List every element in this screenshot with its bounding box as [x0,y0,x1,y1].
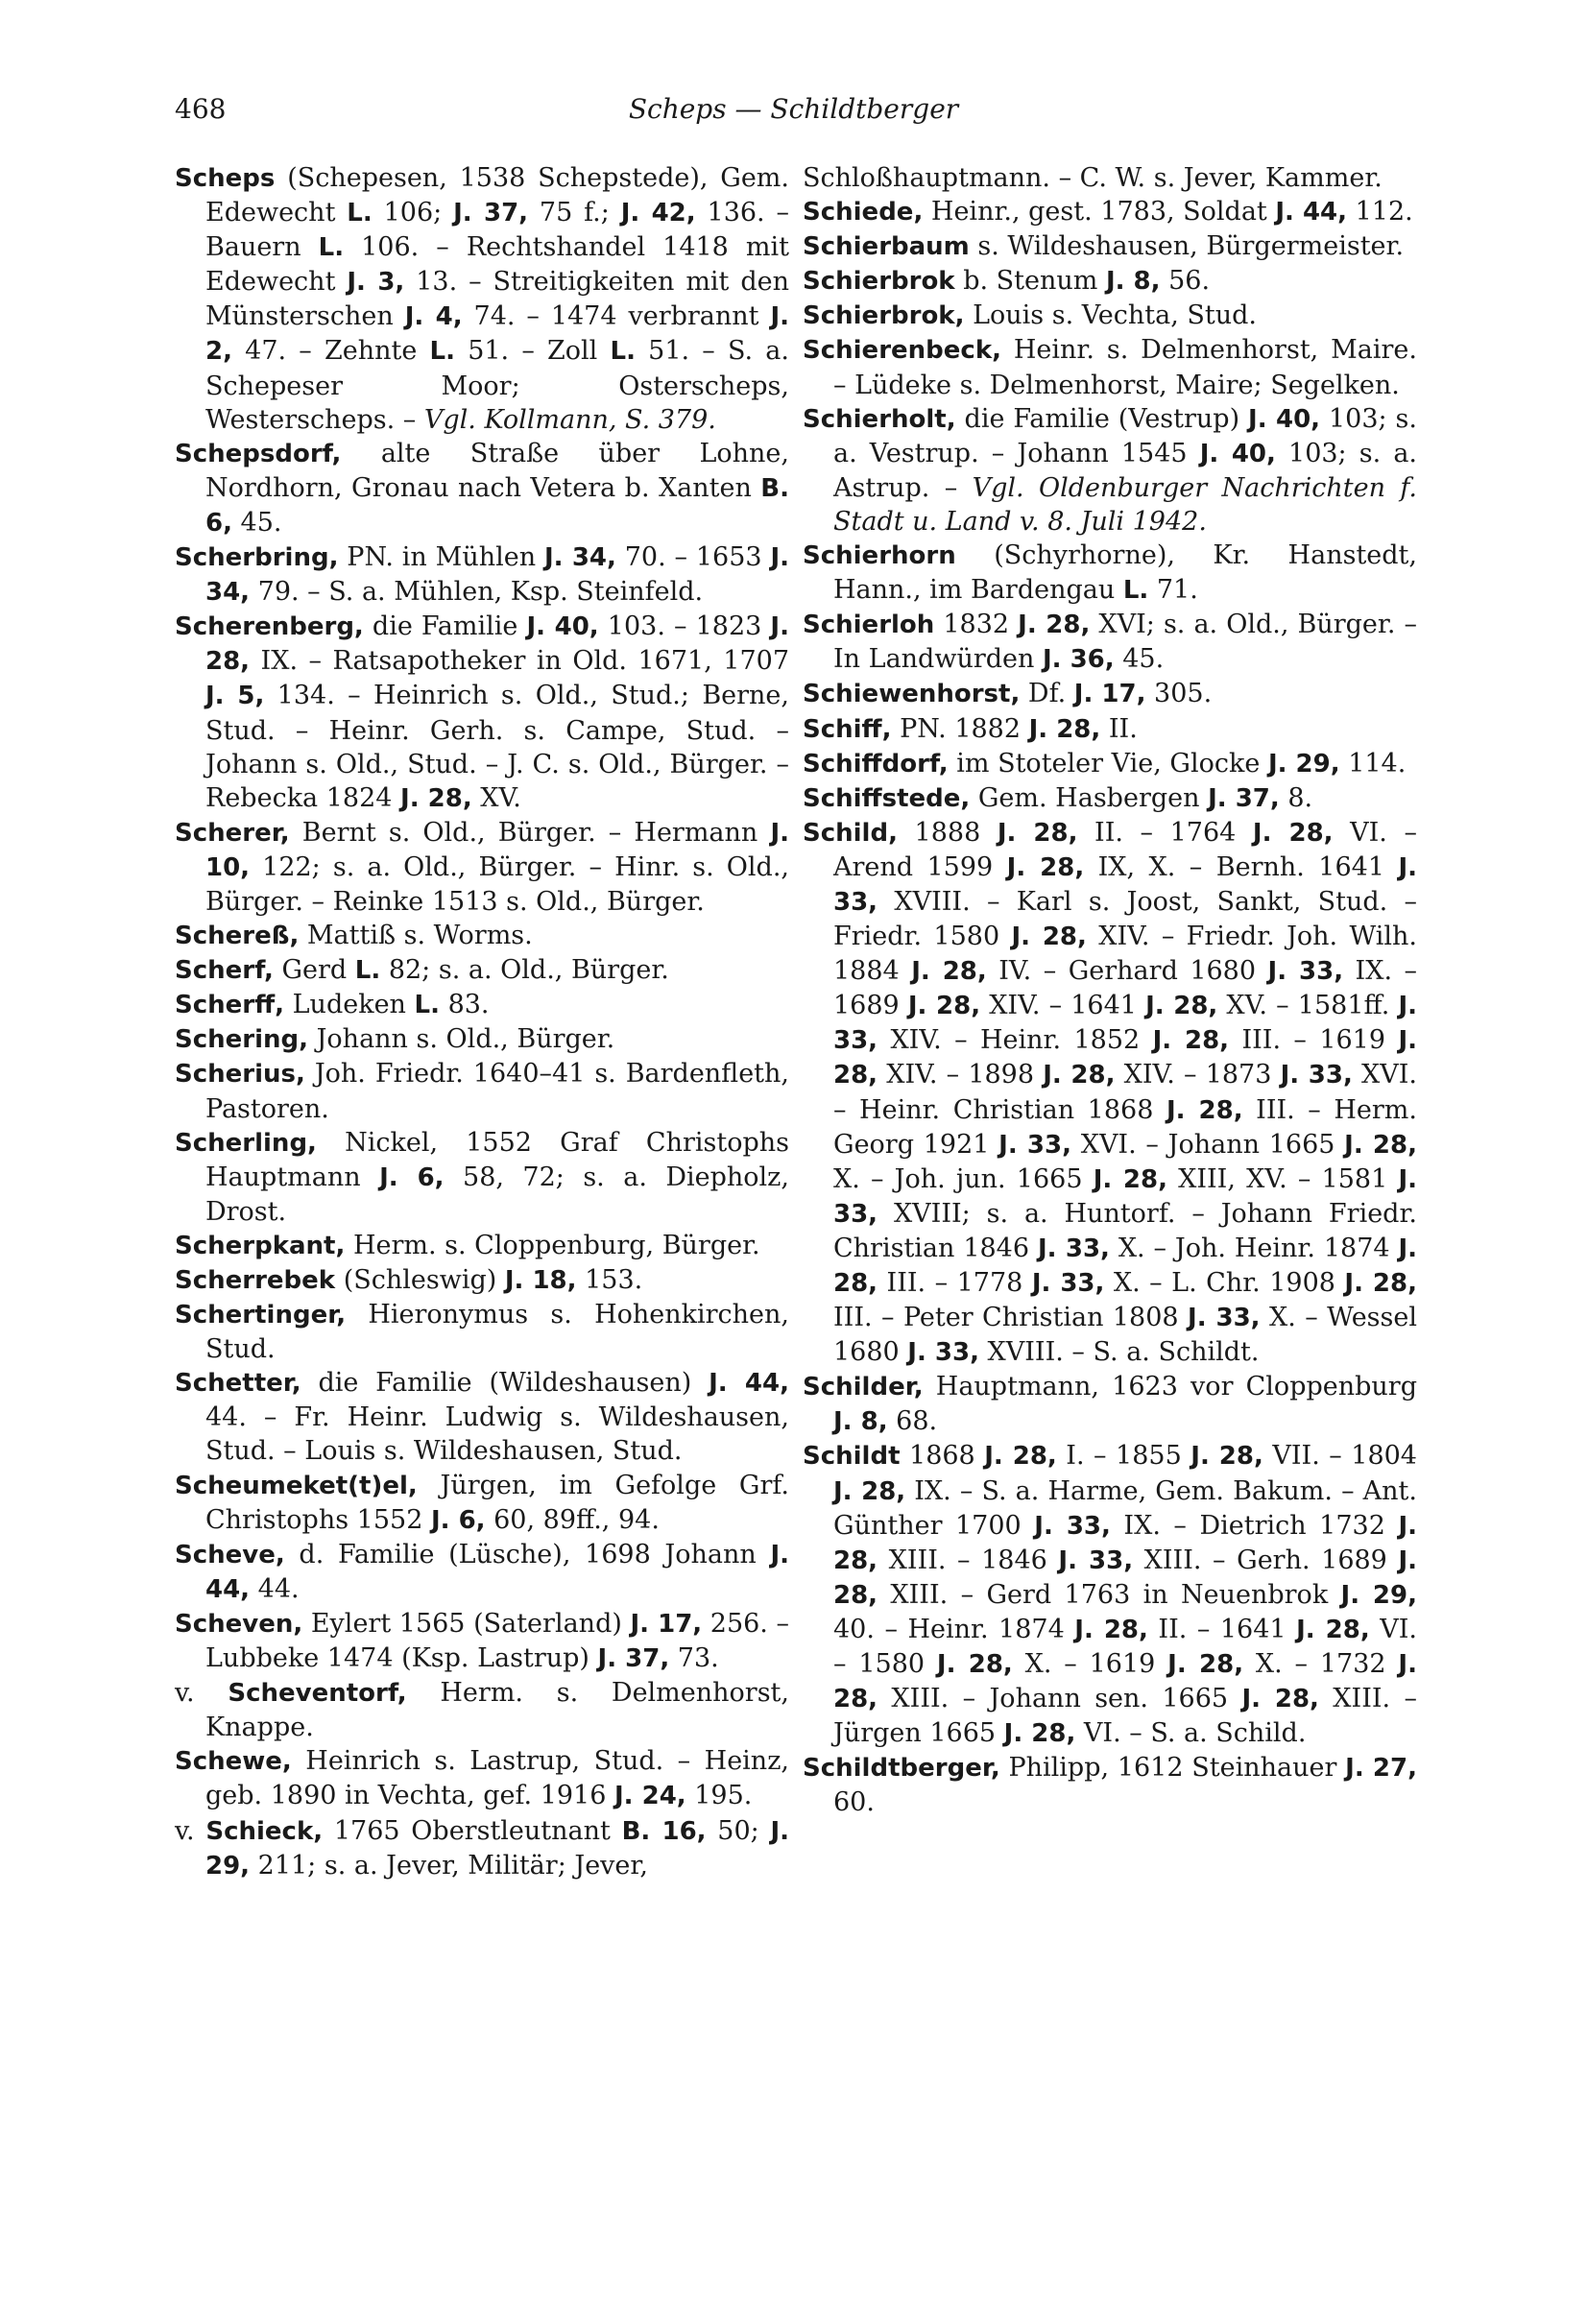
entry-text: VI. – 1580 [833,1614,1417,1680]
index-entry [175,1022,789,1057]
entry-bold-text: J. 28, [1166,1095,1243,1125]
entry-text: 103; s. a. Vestrup. – Johann 1545 [833,403,1417,468]
entry-text: 45. [231,507,282,538]
entry-text: die Familie (Vestrup) [955,403,1249,434]
entry-text: Johann s. Old., Bürger. [308,1024,615,1055]
entry-text: IX. – 1689 [833,956,1417,1021]
entry-text: 1765 Oberstleutnant [323,1815,622,1846]
entry-text: Heinr. s. Delmenhorst, Maire. – Lüdeke s. Delmenhorst, Maire; Segelken. [833,335,1417,400]
entry-text: alte Straße über Lohne, Nordhorn, Gronau nach Vetera b. Xanten [205,438,789,503]
index-entry [175,1298,789,1366]
entry-text: Hieronymus s. Hohenkirchen, Stud. [205,1300,789,1365]
entry-text: XIII. – Gerh. 1689 [1133,1545,1399,1575]
entry-text: b. Stenum [954,266,1106,297]
index-entry [803,608,1417,677]
entry-bold-text: J. 33, [1267,957,1344,987]
index-entry [803,677,1417,711]
entry-text: 44. – Fr. Heinr. Ludwig s. Wildeshausen, Stud. – Louis s. Wildeshausen, Stud. [205,1402,789,1467]
entry-text: XIII, XV. – 1581 [1166,1163,1399,1194]
entry-text: XV. [471,782,521,813]
entry-bold-text: J. 17, [1073,680,1146,709]
entry-bold-text: J. 33, [1037,1234,1110,1263]
entry-text: 40. – Heinr. 1874 [833,1614,1075,1644]
entry-bold-text: Schildt [803,1442,901,1472]
entry-text: X. – L. Chr. 1908 [1104,1268,1345,1298]
entry-bold-text: J. 44, [205,1540,789,1604]
entry-bold-text: J. 28, [997,818,1078,848]
entry-text: (Schepesen, 1538 Schepstede), Gem. Edewecht [205,163,789,228]
entry-text: II. – 1641 [1147,1614,1297,1644]
entry-text: 51. – Zoll [455,336,611,367]
entry-bold-text: J. 40, [1199,439,1276,468]
entry-text: 71. [1148,575,1198,606]
index-entry [175,1676,789,1744]
entry-text: 50; [706,1815,771,1846]
entry-bold-text: Schiffstede, [803,783,971,813]
entry-text: XIII. – Johann sen. 1665 [878,1684,1242,1714]
entry-bold-text: J. 28, [1241,1685,1319,1714]
entry-bold-text: J. 33, [1031,1269,1105,1298]
entry-bold-text: J. 33, [907,1338,979,1368]
index-entry [803,161,1417,195]
entry-text: Eylert 1565 (Saterland) [302,1608,631,1639]
index-entry [175,540,789,610]
entry-text: IX, X. – Bernh. 1641 [1084,851,1399,882]
entry-text: Ludeken [284,990,415,1020]
index-entry [803,229,1417,264]
entry-text: im Stoteler Vie, Glocke [948,748,1268,779]
index-entry [175,1814,789,1883]
index-entry [175,953,789,988]
entry-bold-text: L. [354,956,381,986]
entry-bold-text: J. 33, [1280,1061,1353,1090]
entry-bold-text: J. 28, [984,1442,1057,1472]
entry-text: 153. [576,1265,643,1295]
entry-text: 58, 72; s. a. Diepholz, Drost. [205,1162,789,1227]
entry-bold-text: L. [610,337,636,367]
entry-text: (Schyrhorne), Kr. Hanstedt, Hann., im Bardengau [833,540,1417,606]
entry-text: XIII. – Gerd 1763 in Neuenbrok [878,1579,1341,1610]
entry-text: PN. 1882 [891,713,1029,744]
index-entry [175,1469,789,1538]
entry-bold-text: J. 37, [453,199,529,228]
entry-bold-text: J. 28, [911,957,987,987]
entry-text: 51. – S. a. Schepeser Moor; Osterscheps, Westerscheps. – [205,336,789,435]
entry-bold-text: Scherenberg, [175,612,364,642]
entry-text: Hauptmann, 1623 vor Cloppenburg [923,1372,1417,1402]
entry-text: XVIII. – S. a. Schildt. [978,1337,1260,1368]
entry-text: 256. – Lubbeke 1474 (Ksp. Lastrup) [205,1608,789,1674]
entry-text: XV. – 1581ff. [1217,991,1399,1021]
entry-bold-text: J. 44, [1275,198,1348,228]
entry-bold-text: J. 3, [347,268,405,298]
entry-bold-text: J. 34, [205,543,789,608]
index-column-left [175,161,789,1883]
entry-bold-text: J. 28, [1344,1269,1417,1298]
entry-bold-text: Schierholt, [803,404,956,434]
entry-text: 195. [685,1781,753,1811]
entry-bold-text: J. 28, [1003,1719,1076,1749]
entry-bold-text: J. 33, [998,1130,1071,1160]
entry-bold-text: J. 28, [1344,1130,1417,1160]
entry-text: 60, 89ff., 94. [485,1504,660,1535]
entry-bold-text: J. 28, [400,783,472,813]
entry-text: Schloßhauptmann. – C. W. s. Jever, Kammer. [803,163,1383,193]
entry-text: X. – 1732 [1243,1649,1399,1680]
entry-bold-text: J. 28, [1043,1061,1116,1090]
entry-bold-text: J. 28, [205,612,789,677]
entry-bold-text: J. 4, [404,302,463,332]
entry-text: XIII. – Jürgen 1665 [833,1684,1417,1749]
entry-text: v. [175,1678,228,1709]
index-entry [175,1538,789,1607]
index-entry [175,1126,789,1229]
entry-bold-text: J. 28, [1011,922,1087,952]
index-entry [803,264,1417,299]
entry-bold-text: Scheventorf, [228,1679,407,1709]
entry-bold-text: J. 28, [1145,992,1218,1021]
index-entry [803,299,1417,333]
index-entry [803,1751,1417,1819]
index-entry [803,195,1417,229]
entry-text: Heinrich s. Lastrup, Stud. – Heinz, geb. 1890 in Vechta, gef. 1916 [205,1746,789,1811]
index-entry [803,781,1417,816]
entry-text: Mattiß s. Worms. [299,921,533,951]
entry-bold-text: J. 40, [526,612,599,642]
entry-text: s. Wildeshausen, Bürgermeister. [969,231,1405,262]
entry-bold-text: J. 5, [205,682,265,711]
entry-bold-text: J. 36, [1042,645,1115,675]
entry-bold-text: J. 44, [709,1369,789,1399]
entry-text: Gem. Hasbergen [970,782,1209,813]
entry-text: Df. [1020,679,1074,709]
entry-text: 1868 [900,1441,985,1472]
entry-bold-text: B. 16, [621,1816,707,1846]
entry-bold-text: J. 28, [1152,1026,1230,1056]
entry-text: 13. – Streitigkeiten mit den Münsterschen [205,267,789,332]
entry-bold-text: Schiff, [803,714,892,744]
entry-text: X. – Joh. Heinr. 1874 [1109,1233,1399,1263]
entry-text: 83. [439,990,490,1020]
entry-text: 60. [833,1787,875,1818]
entry-bold-text: Schierloh [803,611,935,640]
index-entry [175,161,789,437]
entry-bold-text: L. [1122,576,1149,606]
entry-bold-text: Schepsdorf, [175,439,342,468]
entry-text: Philipp, 1612 Steinhauer [999,1753,1346,1784]
entry-italic-text: Vgl. Oldenburger Nachrichten f. Stadt u. Land v. 8. Juli 1942. [833,472,1417,537]
index-entry [175,1229,789,1263]
entry-text: XIV. – 1641 [980,991,1146,1021]
entry-text: XVI. – Heinr. Christian 1868 [833,1060,1417,1125]
entry-text: II. [1100,713,1138,744]
entry-bold-text: J. 6, [430,1505,486,1535]
entry-bold-text: Scherff, [175,991,285,1020]
entry-text: 75 f.; [528,198,621,228]
entry-italic-text: Vgl. Kollmann, S. 379. [423,404,716,435]
entry-bold-text: J. 42, [620,199,696,228]
entry-text: Nickel, 1552 Graf Christophs Hauptmann [205,1127,789,1192]
entry-bold-text: L. [318,233,345,263]
entry-bold-text: J. 28, [1018,611,1091,640]
entry-bold-text: J. 33, [833,1164,1417,1229]
entry-bold-text: J. 24, [614,1782,686,1811]
entry-text: IV. – Gerhard 1680 [986,956,1268,987]
entry-text: X. – 1619 [1012,1649,1168,1680]
entry-text: IX. – Ratsapotheker in Old. 1671, 1707 [250,646,789,677]
entry-bold-text: J. 28, [1190,1442,1263,1472]
entry-bold-text: Schetter, [175,1369,301,1399]
entry-text: 211; s. a. Jever, Militär; Jever, [250,1850,648,1881]
entry-text: XIII. – 1846 [878,1545,1059,1575]
entry-text: (Schleswig) [335,1265,505,1295]
entry-bold-text: L. [429,337,455,367]
entry-text: die Familie (Wildeshausen) [301,1368,709,1399]
entry-text: VI. – Arend 1599 [833,817,1417,882]
entry-bold-text: Scherer, [175,818,290,848]
entry-text: die Familie [363,611,527,642]
entry-bold-text: J. 28, [833,1511,1417,1575]
entry-text: III. – 1778 [878,1268,1032,1298]
entry-text: 106. – Rechtshandel 1418 mit Edewecht [205,232,789,298]
entry-text: PN. in Mühlen [338,542,544,573]
entry-bold-text: J. 40, [1248,404,1321,434]
index-entry [803,1370,1417,1439]
index-entry [803,747,1417,781]
entry-text: 112. [1347,197,1413,228]
entry-text: 103; s. a. Astrup. – [833,438,1418,503]
index-entry [175,1366,789,1468]
index-entry [175,816,789,919]
entry-bold-text: J. 37, [1208,783,1280,813]
entry-text: 68. [887,1406,938,1437]
entry-bold-text: J. 28, [1167,1650,1244,1680]
entry-text: Herm. s. Cloppenburg, Bürger. [345,1230,760,1260]
entry-bold-text: Schierenbeck, [803,336,1001,366]
index-entry [175,988,789,1022]
index-column-right [803,161,1417,1820]
entry-bold-text: J. 33, [1034,1511,1111,1541]
entry-bold-text: Schieck, [205,1816,324,1846]
entry-bold-text: B. 6, [205,473,789,538]
entry-text: 1832 [934,610,1019,640]
entry-text: 134. – Heinrich s. Old., Stud.; Berne, Stud. – Heinr. Gerh. s. Campe, Stud. – Johann s. Old., Stud. – J. C. s. Old., Bürger. – Rebecka 1824 [205,681,789,813]
index-entry [175,1744,789,1813]
entry-bold-text: Scheps [175,164,276,193]
index-entry [803,402,1417,539]
entry-text: VI. – S. a. Schild. [1075,1718,1307,1749]
index-entry [175,437,789,540]
entry-text: XVI; s. a. Old., Bürger. – In Landwürden [833,610,1417,675]
entry-bold-text: Schewe, [175,1747,292,1777]
entry-bold-text: J. 33, [1188,1304,1261,1333]
entry-bold-text: Scheve, [175,1540,285,1569]
entry-text: 114. [1339,748,1407,779]
entry-bold-text: Scherf, [175,956,274,986]
entry-text: 74. – 1474 verbrannt [462,301,771,332]
entry-bold-text: J. 28, [1252,818,1334,848]
entry-text: Heinr., gest. 1783, Soldat [923,197,1276,228]
entry-text: I. – 1855 [1056,1441,1191,1472]
entry-bold-text: J. 2, [205,302,789,367]
entry-bold-text: Schildtberger, [803,1754,1000,1784]
entry-bold-text: Schering, [175,1025,309,1055]
entry-bold-text: Schierbaum [803,232,970,262]
entry-text: IX. – S. a. Harme, Gem. Bakum. – Ant. Günther 1700 [833,1475,1417,1541]
entry-bold-text: Scherius, [175,1060,305,1090]
entry-text: 70. – 1653 [615,542,771,573]
entry-bold-text: J. 33, [1058,1545,1134,1575]
entry-bold-text: J. 8, [833,1407,888,1437]
index-entry [175,1607,789,1676]
entry-text: Louis s. Vechta, Stud. [964,300,1257,331]
entry-text: Bernt s. Old., Bürger. – Hermann [289,817,771,848]
entry-bold-text: Schierhorn [803,541,956,571]
entry-text: III. – 1619 [1229,1025,1399,1056]
entry-bold-text: J. 6, [379,1162,445,1192]
entry-text: 82; s. a. Old., Bürger. [380,955,669,986]
entry-bold-text: Schierbrok, [803,301,965,331]
entry-text: Joh. Friedr. 1640–41 s. Bardenfleth, Pastoren. [205,1059,789,1124]
entry-bold-text: Schiffdorf, [803,749,949,779]
entry-bold-text: J. 18, [504,1266,577,1295]
entry-bold-text: J. 28, [1028,714,1101,744]
entry-text: 8. [1279,782,1313,813]
entry-text: 122; s. a. Old., Bürger. – Hinr. s. Old., Bürger. – Reinke 1513 s. Old., Bürger. [205,851,789,917]
index-entry [175,1057,789,1125]
entry-bold-text: Scherrebek [175,1266,336,1295]
entry-text: v. [175,1815,206,1846]
entry-bold-text: J. 17, [630,1609,703,1639]
entry-text: 44. [250,1573,300,1604]
entry-text: 305. [1145,679,1213,709]
entry-bold-text: J. 29, [1267,749,1340,779]
entry-text: 47. – Zehnte [231,336,430,367]
entry-text: d. Familie (Lüsche), 1698 Johann [284,1539,771,1569]
page-number: 468 [175,93,227,125]
entry-bold-text: J. 28, [1074,1615,1148,1644]
entry-text: XIV. – 1873 [1115,1060,1281,1090]
entry-bold-text: J. 28, [1093,1164,1167,1194]
entry-bold-text: J. 27, [1345,1754,1417,1784]
entry-bold-text: J. 29, [1340,1580,1417,1610]
entry-text: Jürgen, im Gefolge Grf. Christophs 1552 [205,1470,789,1535]
entry-bold-text: J. 28, [907,992,981,1021]
entry-text: III. – Peter Christian 1808 [833,1303,1189,1333]
entry-bold-text: J. 33, [833,852,1418,917]
index-entry [175,610,789,816]
entry-text: 79. – S. a. Mühlen, Ksp. Steinfeld. [250,577,704,608]
entry-bold-text: Schiede, [803,198,924,228]
entry-text: X. – Joh. jun. 1665 [833,1163,1094,1194]
entry-bold-text: Scherbring, [175,543,339,573]
entry-bold-text: J. 8, [1105,267,1161,297]
entry-bold-text: J. 37, [597,1644,670,1674]
running-head: Scheps — Schildtberger [628,93,959,125]
entry-text: XVIII. – Karl s. Joost, Sankt, Stud. – Friedr. 1580 [833,886,1417,952]
entry-text: VII. – 1804 [1262,1441,1417,1472]
entry-text: Gerd [273,955,355,986]
index-entry [803,539,1417,608]
index-entry [803,816,1417,1371]
entry-text: XVI. – Johann 1665 [1070,1129,1345,1160]
entry-text: XIV. – Heinr. 1852 [878,1025,1153,1056]
entry-text: 56. [1160,266,1211,297]
entry-bold-text: J. 28, [833,1476,906,1506]
entry-bold-text: J. 10, [205,818,789,882]
entry-text: 45. [1114,644,1165,675]
entry-text: XVIII; s. a. Huntorf. – Johann Friedr. Christian 1846 [833,1198,1417,1263]
entry-bold-text: J. 28, [833,1650,1417,1714]
index-entry [803,1439,1417,1751]
entry-bold-text: J. 34, [543,543,616,573]
entry-bold-text: Scheumeket(t)el, [175,1471,418,1500]
entry-text: II. – 1764 [1077,817,1253,848]
entry-bold-text: Schild, [803,818,898,848]
entry-bold-text: Schiewenhorst, [803,680,1021,709]
index-entry [803,712,1417,747]
entry-bold-text: J. 28, [833,1026,1417,1090]
entry-text: 136. – Bauern [205,198,789,263]
entry-text: 1888 [897,817,998,848]
entry-bold-text: Schereß, [175,922,300,951]
entry-bold-text: J. 28, [936,1650,1013,1680]
entry-bold-text: J. 33, [833,992,1417,1056]
entry-text: XIV. – 1898 [878,1060,1044,1090]
entry-text: 73. [669,1643,719,1674]
entry-bold-text: J. 28, [1006,852,1085,882]
entry-text: III. – Herm. Georg 1921 [833,1094,1417,1160]
entry-bold-text: Scherling, [175,1128,317,1158]
entry-bold-text: Schertinger, [175,1301,347,1330]
entry-bold-text: L. [414,991,440,1020]
index-entry [803,333,1417,401]
entry-text: XIV. – Friedr. Joh. Wilh. 1884 [833,922,1417,987]
entry-text: Herm. s. Delmenhorst, Knappe. [205,1678,789,1743]
entry-text: 103. – 1823 [598,611,771,642]
entry-bold-text: Schilder, [803,1373,924,1402]
entry-text: X. – Wessel 1680 [833,1303,1417,1368]
entry-bold-text: Scheven, [175,1609,303,1639]
entry-bold-text: L. [347,199,373,228]
entry-bold-text: J. 28, [1296,1615,1370,1644]
entry-bold-text: J. 28, [833,1234,1418,1298]
entry-bold-text: J. 28, [833,1545,1417,1610]
entry-text: IX. – Dietrich 1732 [1110,1510,1399,1541]
entry-text: 106; [372,198,454,228]
entry-bold-text: J. 29, [205,1816,789,1881]
index-entry [175,919,789,953]
entry-bold-text: Schierbrok [803,267,955,297]
index-entry [175,1263,789,1298]
entry-bold-text: Scherpkant, [175,1231,346,1260]
